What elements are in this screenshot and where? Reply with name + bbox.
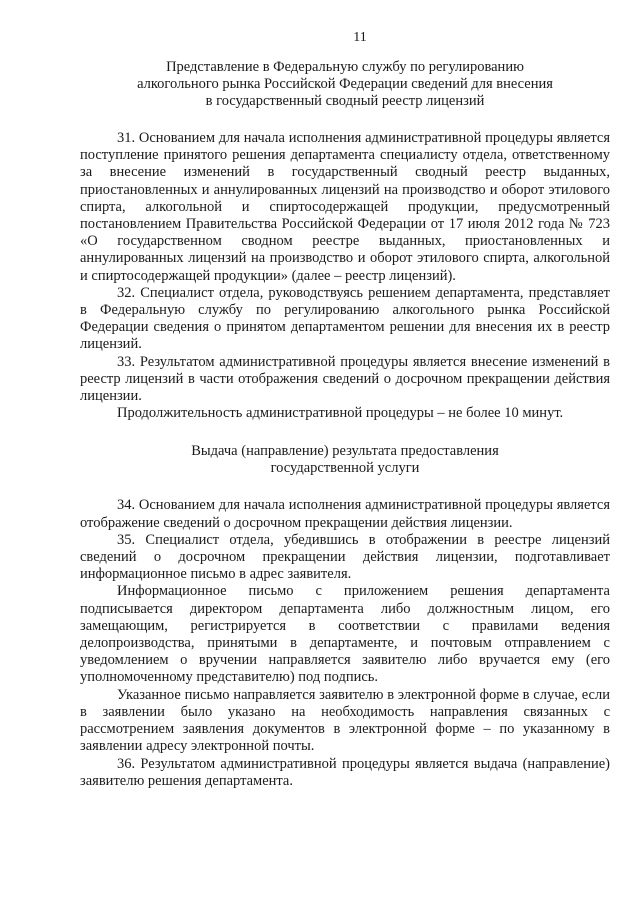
section-1-body xyxy=(80,130,610,422)
paragraph-info-letter: Информационное письмо с приложением решения департамента подписывается директором департамента либо должностным лицом, его замещающим, регистрируется в соответствии с правилами ведения делопроизводства, принятыми в департаменте, и почтовым отправлением с уведомлением о вручении направляется заявителю либо вручается ему (его уполномоченному представителю) под подпись. xyxy=(80,583,610,686)
section-heading-1 xyxy=(80,59,610,110)
section-2-body xyxy=(80,497,610,789)
heading-line: Представление в Федеральную службу по регулированию xyxy=(166,59,524,75)
heading-line: Выдача (направление) результата предоставления xyxy=(191,443,499,460)
paragraph-32: 32. Специалист отдела, руководствуясь решением департамента, представляет в Федеральную службу по регулированию алкогольного рынка Российской Федерации сведения о принятом департаментом решении для внесения их в реестр лицензий. xyxy=(80,284,610,353)
paragraph-34: 34. Основанием для начала исполнения административной процедуры является отображение сведений о досрочном прекращении действия лицензии. xyxy=(80,497,610,531)
heading-line: в государственный сводный реестр лицензий xyxy=(205,93,485,109)
heading-line: государственной услуги xyxy=(270,460,420,477)
paragraph-36: 36. Результатом административной процедуры является выдача (направление) заявителю решения департамента. xyxy=(80,755,610,789)
paragraph-31: 31. Основанием для начала исполнения административной процедуры является поступление принятого решения департамента специалисту отдела, ответственному за внесение изменений в государственный сводный реестр выданных, приостановленных и аннулированных лицензий на производство и оборот этилового спирта, алкогольной и спиртосодержащей продукции, предусмотренный постановлением Правительства Российской Федерации от 17 июля 2012 года № 723 «О государственном сводном реестре выданных, приостановленных и аннулированных лицензий на производство и оборот этилового спирта, алкогольной и спиртосодержащей продукции» (далее – реестр лицензий). xyxy=(80,130,610,284)
paragraph-electronic-letter: Указанное письмо направляется заявителю в электронной форме в случае, если в заявлении было указано на необходимость направления связанных с рассмотрением заявления документов в электронной форме – по указанному в заявлении адресу электронной почты. xyxy=(80,686,610,755)
page-number: 11 xyxy=(353,30,367,45)
paragraph-duration: Продолжительность административной процедуры – не более 10 минут. xyxy=(117,405,564,422)
section-heading-2 xyxy=(80,443,610,477)
paragraph-35: 35. Специалист отдела, убедившись в отображении в реестре лицензий сведений о досрочном прекращении действия лицензии, подготавливает информационное письмо в адрес заявителя. xyxy=(80,531,610,583)
heading-line: алкогольного рынка Российской Федерации сведений для внесения xyxy=(137,76,553,92)
paragraph-33: 33. Результатом административной процедуры является внесение изменений в реестр лицензий в части отображения сведений о досрочном прекращении действия лицензии. xyxy=(80,353,610,405)
